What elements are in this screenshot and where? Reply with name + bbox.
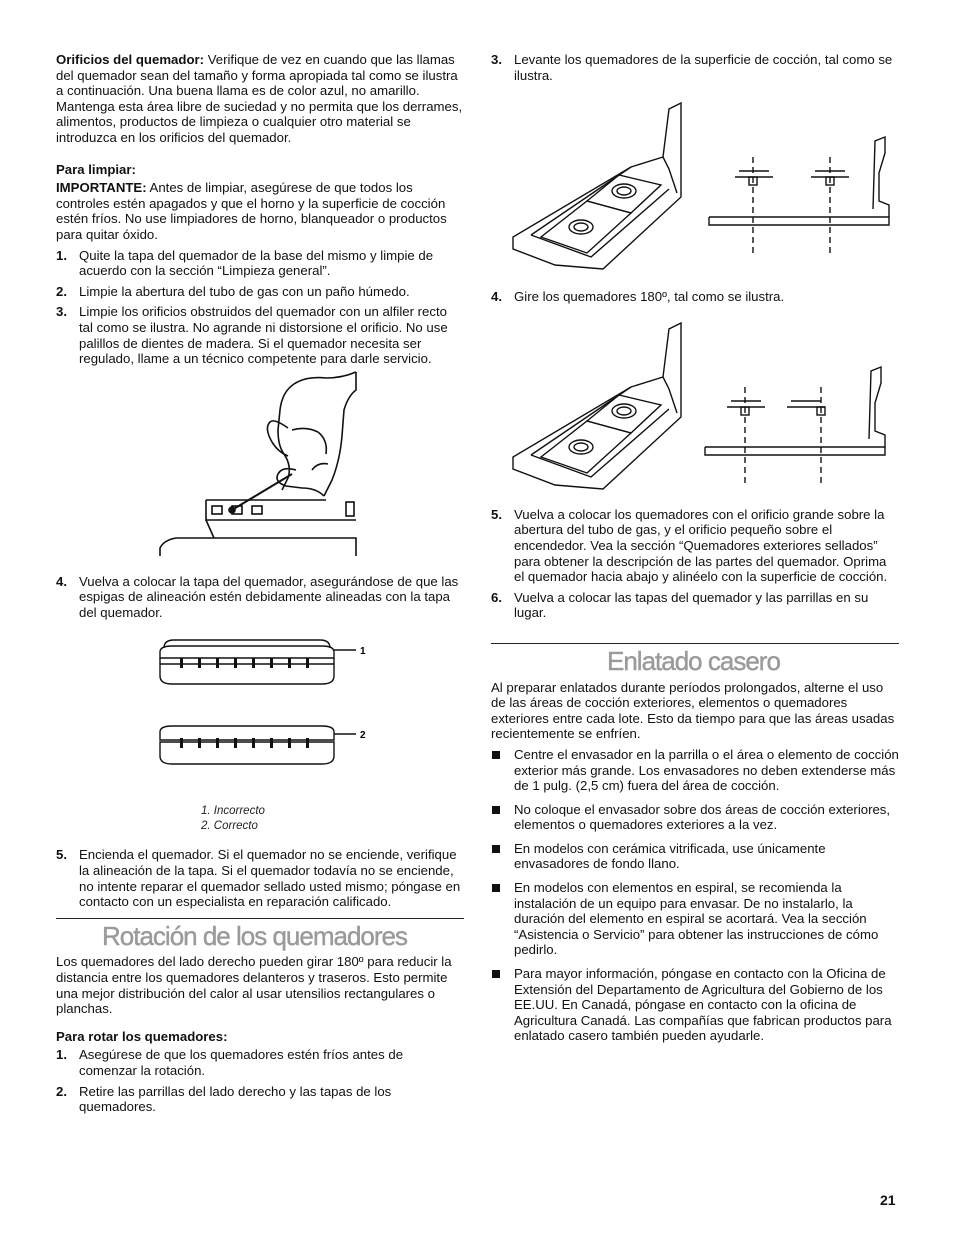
step-number: 1. <box>56 1047 67 1063</box>
callout-incorrect: 1 <box>360 646 366 658</box>
canning-body: Al preparar enlatados durante períodos prolongados, alterne el uso de las áreas de cocción exteriores, elementos o quemadores exteriores entre cada lote. Esto da tiempo para que las áreas usadas recientemente se enfríen. <box>491 679 895 742</box>
step-text: Quite la tapa del quemador de la base del mismo y limpie de acuerdo con la sección “Limpieza general”. <box>79 247 434 279</box>
caption-incorrect: 1. Incorrecto <box>201 805 265 818</box>
section-divider <box>491 643 899 644</box>
list-item <box>491 52 899 83</box>
pin-cleaning-illustration <box>56 370 464 562</box>
bullet-text: En modelos con cerámica vitrificada, use únicamente envasadores de fondo llano. <box>514 840 826 872</box>
important-lead: IMPORTANTE: <box>56 180 147 196</box>
clean-heading: Para limpiar: <box>56 161 136 177</box>
burner-ports-lead: Orificios del quemador: <box>56 52 205 67</box>
section-divider <box>56 918 464 919</box>
step-number: 5. <box>56 847 67 863</box>
step-text: Retire las parrillas del lado derecho y las tapas de los quemadores. <box>79 1083 392 1115</box>
step-text: Gire los quemadores 180º, tal como se ilustra. <box>514 289 785 305</box>
list-item <box>491 841 899 872</box>
list-item <box>491 590 899 621</box>
ignite-step-list <box>56 847 464 909</box>
burner-ports-paragraph <box>56 52 464 146</box>
left-column <box>56 52 464 1120</box>
step-text: Asegúrese de que los quemadores estén fríos antes de comenzar la rotación. <box>79 1047 404 1078</box>
step-text: Limpie los orificios obstruidos del quemador con un alfiler recto tal como se ilustra. No agrande ni distorsione el orificio. No use palillos de dientes de madera. Si el quemador necesita ser regulado, llame a un técnico competente para darle servicio. <box>79 304 448 367</box>
turn-burners-illustration <box>491 317 899 497</box>
cap-alignment-illustration <box>56 636 464 796</box>
list-item <box>491 802 899 833</box>
step-text: Limpie la abertura del tubo de gas con un paño húmedo. <box>79 283 410 299</box>
step-text: Vuelva a colocar los quemadores con el orificio grande sobre la abertura del tubo de gas, y el orificio pequeño sobre el encendedor. Vea la sección “Quemadores exteriores sellados” para obtener la descripción de las partes del quemador. Oprima el quemador hacia abajo y alinéelo con la superficie de cocción. <box>514 506 888 585</box>
list-item <box>56 1047 464 1078</box>
square-bullet-icon <box>492 845 500 853</box>
step-number: 3. <box>56 304 67 320</box>
step-number: 5. <box>491 506 502 522</box>
step-number: 2. <box>56 1083 67 1099</box>
canning-bullets <box>491 747 899 1044</box>
turn-step-list <box>491 289 899 305</box>
step-text: Vuelva a colocar las tapas del quemador y las parrillas en su lugar. <box>514 589 869 621</box>
cap-step-list <box>56 574 464 621</box>
step-number: 2. <box>56 283 67 299</box>
step-number: 1. <box>56 247 67 263</box>
important-body: Antes de limpiar, asegúrese de que todos los controles estén apagados y que el horno y la superficie de cocción estén fríos. No use limpiadores de horno, blanqueador o productos para quitar óxido. <box>56 180 447 242</box>
lift-burners-illustration <box>491 97 899 277</box>
square-bullet-icon <box>492 806 500 814</box>
step-text: Levante los quemadores de la superficie de cocción, tal como se ilustra. <box>514 52 893 83</box>
callout-correct: 2 <box>360 730 366 742</box>
list-item <box>491 289 899 305</box>
list-item <box>56 304 464 366</box>
bullet-text: Centre el envasador en la parrilla o el área o elemento de cocción exterior más grande. Los envasadores no deben extenderse más de 1 pulg. (2,5 cm) fuera del área de cocción. <box>514 746 899 794</box>
square-bullet-icon <box>492 970 500 978</box>
step-number: 3. <box>491 52 502 67</box>
bullet-text: En modelos con elementos en espiral, se recomienda la instalación de un equipo para envasar. De no instalarlo, la duración del elemento en espiral se acortará. Vea la sección “Asistencia o Servicio” para obtener las instrucciones de cómo pedirlo. <box>514 880 879 958</box>
step-number: 4. <box>491 289 502 305</box>
list-item <box>491 747 899 794</box>
right-column <box>491 52 899 1052</box>
step-text: Vuelva a colocar la tapa del quemador, asegurándose de que las espigas de alineación estén debidamente alineadas con la tapa del quemador. <box>79 573 459 620</box>
bullet-text: Para mayor información, póngase en contacto con la Oficina de Extensión del Departamento de Agricultura del Gobierno de los EE.UU. En Canadá, póngase en contacto con la oficina de Agricultura Canadá. Las compañías que fabrican productos para enlatado casero también pueden ayudarle. <box>514 966 892 1044</box>
page-number: 21 <box>880 1192 896 1208</box>
list-item <box>491 507 899 585</box>
rotate-heading: Para rotar los quemadores: <box>56 1028 228 1044</box>
rotation-steps <box>56 1047 464 1114</box>
rotation-section-title: Rotación de los quemadores <box>102 920 407 951</box>
list-item <box>56 284 464 300</box>
square-bullet-icon <box>492 884 500 892</box>
list-item <box>56 1084 464 1115</box>
list-item <box>491 966 899 1044</box>
figure-captions <box>56 804 464 833</box>
list-item <box>56 574 464 621</box>
lift-step-list <box>491 52 899 83</box>
replace-steps <box>491 507 899 621</box>
cleaning-steps <box>56 248 464 367</box>
list-item <box>56 248 464 279</box>
rotation-body: Los quemadores del lado derecho pueden girar 180º para reducir la distancia entre los quemadores delanteros y traseros. Esto permite una mejor distribución del calor al usar utensilios rectangulares o planchas. <box>56 954 452 1017</box>
caption-correct: 2. Correcto <box>201 819 258 832</box>
step-text: Encienda el quemador. Si el quemador no se enciende, verifique la alineación de la tapa. Si el quemador todavía no se enciende, no intente reparar el quemador sellado usted mismo; póngase en contacto con un especialista en reparación calificado. <box>79 847 461 910</box>
step-number: 6. <box>491 589 502 605</box>
square-bullet-icon <box>492 751 500 759</box>
step-number: 4. <box>56 573 67 589</box>
burner-ports-body: Verifique de vez en cuando que las llamas del quemador sean del tamaño y forma apropiada tal como se ilustra a continuación. Una buena llama es de color azul, no amarillo. Mantenga esta área libre de suciedad y no permita que los derrames, alimentos, productos de limpieza o cualquier otro material se introduzca en los orificios del quemador. <box>56 52 463 145</box>
list-item <box>491 880 899 958</box>
canning-section-title: Enlatado casero <box>607 645 780 676</box>
important-paragraph <box>56 180 464 242</box>
list-item <box>56 847 464 909</box>
bullet-text: No coloque el envasador sobre dos áreas de cocción exteriores, elementos o quemadores exteriores a la vez. <box>514 801 891 833</box>
